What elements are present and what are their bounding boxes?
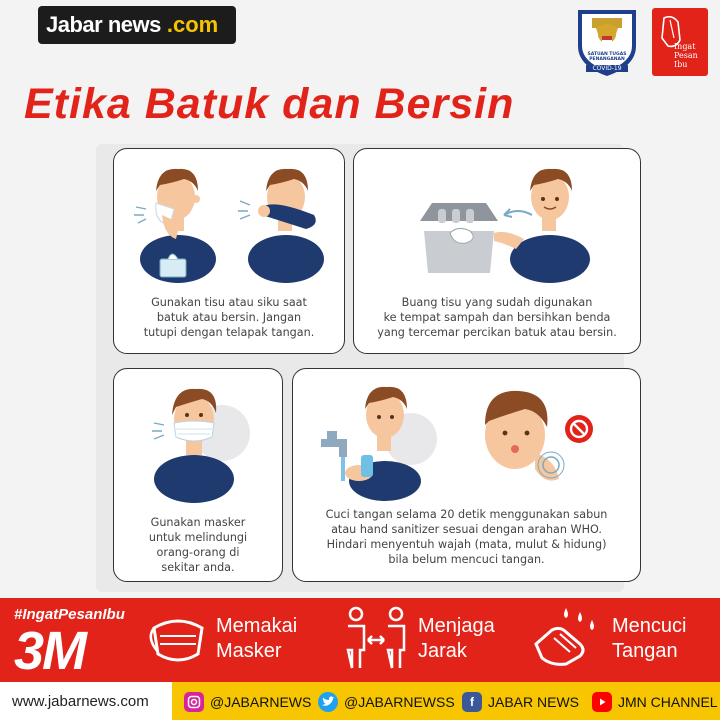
logo-suffix-text: .com bbox=[166, 12, 219, 37]
caption-line: orang-orang di bbox=[156, 546, 240, 559]
caption-line: Gunakan tisu atau siku saat bbox=[151, 296, 307, 309]
3m-item-handwash bbox=[612, 614, 686, 664]
ingat-pesan-ibu-logo bbox=[652, 8, 708, 76]
twitter-link[interactable] bbox=[318, 692, 455, 712]
ingat-line3: Ibu bbox=[674, 60, 688, 69]
3m-item-line2: Tangan bbox=[612, 640, 678, 662]
caption-line: ke tempat sampah dan bersihkan benda bbox=[383, 311, 611, 324]
facebook-icon: f bbox=[462, 692, 482, 712]
instagram-link[interactable] bbox=[184, 692, 311, 712]
3m-item-line1: Mencuci bbox=[612, 615, 687, 637]
3m-item-line2: Jarak bbox=[418, 640, 467, 662]
panel-tissue-or-elbow bbox=[113, 148, 345, 354]
3m-label: 3M bbox=[14, 621, 86, 681]
page-title: Etika Batuk dan Bersin bbox=[24, 80, 515, 128]
satgas-line1: SATUAN TUGAS bbox=[587, 52, 627, 57]
3m-item-line1: Menjaga bbox=[418, 615, 495, 637]
satgas-covid-logo bbox=[572, 6, 642, 78]
caption-panel-2 bbox=[354, 295, 640, 340]
website-link[interactable]: www.jabarnews.com bbox=[12, 693, 149, 710]
caption-line: atau hand sanitizer sesuai dengan arahan WHO. bbox=[331, 523, 602, 536]
twitter-handle: @JABARNEWSS bbox=[344, 694, 455, 710]
handwash-icon bbox=[530, 604, 602, 668]
instagram-icon bbox=[184, 692, 204, 712]
caption-line: Hindari menyentuh wajah (mata, mulut & hidung) bbox=[326, 538, 607, 551]
satgas-line2: PENANGANAN bbox=[589, 57, 625, 62]
caption-panel-3 bbox=[114, 515, 282, 575]
caption-line: Cuci tangan selama 20 detik menggunakan sabun bbox=[325, 508, 608, 521]
panel-dispose-tissue bbox=[353, 148, 641, 354]
sneeze-tissue-illustration bbox=[114, 149, 344, 279]
caption-line: sekitar anda. bbox=[161, 561, 235, 574]
jabarnews-logo bbox=[38, 6, 236, 44]
youtube-handle: JMN CHANNEL bbox=[618, 694, 718, 710]
panel-wear-mask bbox=[113, 368, 283, 582]
caption-line: Buang tisu yang sudah digunakan bbox=[401, 296, 593, 309]
distance-icon bbox=[344, 606, 408, 670]
caption-line: batuk atau bersin. Jangan bbox=[156, 311, 302, 324]
caption-panel-4 bbox=[293, 507, 640, 567]
caption-line: tutupi dengan telapak tangan. bbox=[143, 326, 315, 339]
3m-item-line2: Masker bbox=[216, 640, 282, 662]
panel-wash-hands bbox=[292, 368, 641, 582]
facebook-link[interactable] bbox=[462, 692, 579, 712]
logo-main-text: Jabar news bbox=[46, 12, 161, 37]
youtube-link[interactable] bbox=[592, 692, 718, 712]
ingat-line1: Ingat bbox=[674, 42, 696, 51]
facebook-handle: JABAR NEWS bbox=[488, 694, 580, 710]
mask-person-illustration bbox=[114, 369, 282, 499]
mask-icon bbox=[146, 608, 210, 668]
caption-line: yang tercemar percikan batuk atau bersin. bbox=[377, 326, 617, 339]
caption-panel-1 bbox=[114, 295, 344, 340]
3m-item-line1: Memakai bbox=[216, 615, 298, 637]
caption-line: untuk melindungi bbox=[148, 531, 248, 544]
instagram-handle: @JABARNEWS bbox=[210, 694, 312, 710]
ingat-line2: Pesan bbox=[674, 51, 698, 60]
twitter-icon bbox=[318, 692, 338, 712]
3m-item-mask bbox=[216, 614, 297, 664]
satgas-line3: COVID-19 bbox=[586, 65, 628, 72]
3m-banner bbox=[0, 598, 720, 682]
trash-bin-illustration bbox=[354, 149, 640, 279]
youtube-icon bbox=[592, 692, 612, 712]
footer bbox=[0, 682, 720, 720]
3m-item-distance bbox=[418, 614, 495, 664]
hashtag-text: #IngatPesanIbu bbox=[14, 606, 125, 623]
caption-line: bila belum mencuci tangan. bbox=[388, 553, 545, 566]
caption-line: Gunakan masker bbox=[150, 516, 246, 529]
handwash-illustration bbox=[293, 369, 640, 499]
